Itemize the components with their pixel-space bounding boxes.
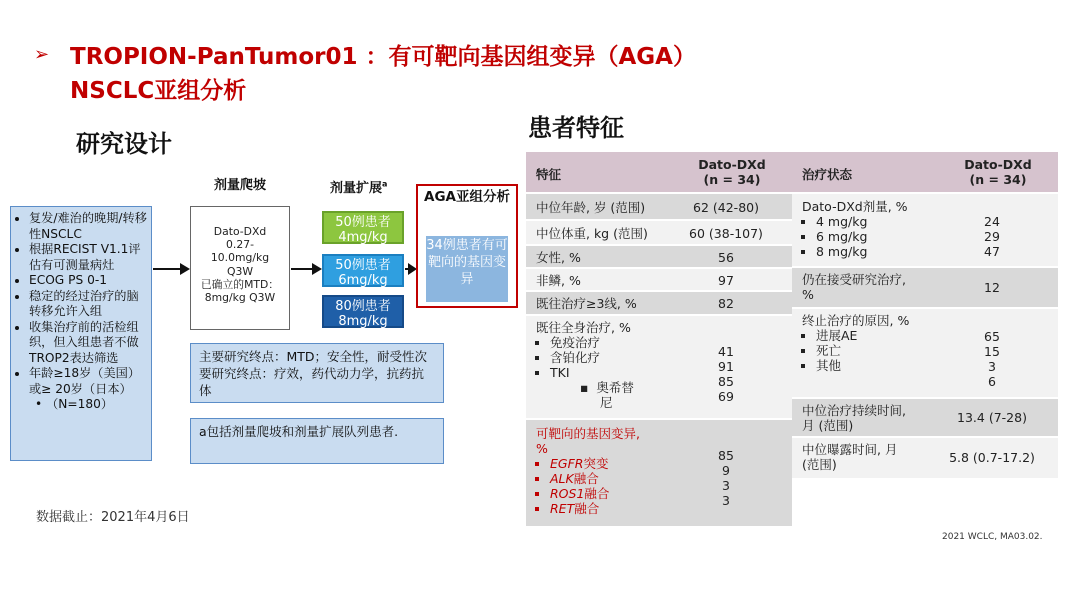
criteria-item: • 稳定的经过治疗的脑转移允许入组 — [29, 289, 147, 320]
flow-arrow-line — [153, 268, 183, 270]
row-value: 15 — [984, 344, 1000, 359]
table-row — [526, 269, 792, 292]
escalation-line: 0.27- — [226, 238, 254, 252]
row-value: 9 — [722, 463, 730, 478]
row-label-line1: 中位曝露时间, 月 — [802, 442, 898, 457]
patient-characteristics-heading: 患者特征 — [528, 114, 624, 142]
subitem-line2: 尼 — [600, 395, 613, 410]
gene-name: RET — [550, 501, 575, 516]
slide-title-line1: TROPION-PanTumor01 ：有可靶向基因组变异（AGA） — [70, 44, 696, 70]
gene-name: ALK — [550, 471, 574, 486]
table-row-discontinue — [792, 309, 1058, 399]
row-value: 82 — [718, 296, 734, 311]
row-value: 6 — [988, 374, 996, 389]
footnote-marker: a — [382, 179, 388, 189]
arrow-head-icon — [180, 263, 190, 275]
eligibility-criteria-box — [10, 206, 152, 461]
footnote-box: a包括剂量爬坡和剂量扩展队列患者. — [190, 418, 444, 464]
row-value: 56 — [718, 250, 734, 265]
row-value: 65 — [984, 329, 1000, 344]
dose-item: ▪ 4 mg/kg — [816, 214, 942, 229]
row-label: 终止治疗的原因, % — [802, 313, 910, 328]
alteration-values — [676, 448, 776, 508]
alteration-item — [550, 456, 676, 471]
table-row — [792, 268, 1058, 309]
table-row-alterations — [526, 420, 792, 526]
characteristics-column — [526, 152, 792, 526]
row-label: 女性, % — [536, 250, 581, 265]
row-value: 12 — [984, 280, 1000, 295]
row-value: 60 (38-107) — [689, 226, 763, 241]
slide-title-line2: NSCLC亚组分析 — [70, 78, 247, 104]
row-value: 13.4 (7-28) — [957, 410, 1027, 425]
cohort-count: 50例患者 — [335, 258, 391, 273]
discontinue-item: ▪ 其他 — [816, 358, 942, 373]
treatment-status-column — [792, 152, 1058, 526]
table-row — [526, 292, 792, 316]
row-value: 3 — [722, 478, 730, 493]
endpoints-box: 主要研究终点：MTD；安全性，耐受性次要研究终点：疗效，药代动力学，抗药抗体 — [190, 343, 444, 403]
prior-therapy-values — [676, 344, 776, 404]
alteration-item — [550, 486, 676, 501]
row-label: 既往全身治疗, % — [536, 320, 631, 335]
row-label — [802, 272, 906, 302]
dose-escalation-label: 剂量爬坡 — [214, 178, 267, 193]
row-value: 29 — [984, 229, 1000, 244]
aga-subgroup-title: AGA亚组分析 — [424, 189, 510, 205]
subitem-line1: 奥希替 — [596, 380, 634, 395]
header-treatment-status: 治疗状态 — [802, 167, 853, 182]
alteration-label-line2: % — [536, 441, 548, 456]
prior-therapy-item: ▪ 免疫治疗 — [550, 335, 676, 350]
criteria-sample-size: • （N=180） — [35, 397, 114, 411]
cohort-count: 80例患者 — [335, 299, 391, 314]
row-label-line1: 中位治疗持续时间, — [802, 403, 906, 418]
patient-characteristics-table — [526, 152, 1058, 526]
alteration-label-line1: 可靶向的基因变异, — [536, 426, 640, 441]
cohort-4mg-box — [322, 211, 404, 244]
row-value: 85 — [718, 448, 734, 463]
header-drug — [682, 157, 782, 187]
discontinue-item: ▪ 进展AE — [816, 328, 942, 343]
criteria-item: • 根据RECIST V1.1评估有可测量病灶 — [29, 242, 147, 273]
header-drug — [948, 157, 1048, 187]
row-label — [802, 403, 906, 433]
title-bullet-icon: ➢ — [34, 44, 50, 65]
header-drug-name: Dato-DXd — [698, 157, 766, 172]
escalation-line: Dato-DXd — [213, 225, 267, 238]
criteria-item: • ECOG PS 0-1 — [29, 273, 147, 289]
row-label — [536, 426, 640, 456]
row-value: 24 — [984, 214, 1000, 229]
gene-name: ROS1 — [550, 486, 585, 501]
table-row — [526, 194, 792, 221]
criteria-item: • 年龄≥18岁（美国）或≥ 20岁（日本） — [29, 366, 147, 397]
row-value: 5.8 (0.7-17.2) — [949, 450, 1035, 465]
table-row-prior-therapy — [526, 316, 792, 420]
row-label: 非鳞, % — [536, 273, 581, 288]
alteration-type: 融合 — [584, 486, 610, 501]
cohort-count: 50例患者 — [335, 215, 391, 230]
alteration-item — [550, 471, 676, 486]
discontinue-item: ▪ 死亡 — [816, 343, 942, 358]
cohort-dose: 4mg/kg — [338, 230, 388, 245]
prior-therapy-list — [526, 335, 676, 410]
data-cutoff-text: 数据截止：2021年4月6日 — [36, 510, 190, 525]
table-row — [526, 246, 792, 269]
alteration-type: 融合 — [573, 471, 599, 486]
cohort-dose: 8mg/kg — [338, 314, 388, 329]
row-label: 中位年龄, 岁 (范围) — [536, 200, 646, 215]
table-header — [792, 152, 1058, 194]
table-row — [792, 438, 1058, 478]
dose-expansion-label — [330, 177, 387, 196]
escalation-line: Q3W — [226, 264, 254, 278]
alteration-item — [550, 501, 676, 516]
row-value: 85 — [718, 374, 734, 389]
dose-list — [792, 214, 942, 259]
row-label — [802, 442, 897, 472]
alteration-type: 突变 — [583, 456, 609, 471]
dose-item: ▪ 6 mg/kg — [816, 229, 942, 244]
cohort-6mg-box — [322, 254, 404, 287]
table-row-dose — [792, 194, 1058, 268]
row-value: 62 (42-80) — [693, 200, 759, 215]
dose-escalation-box — [190, 206, 290, 330]
cohort-dose: 6mg/kg — [338, 273, 388, 288]
header-n: (n = 34) — [703, 172, 761, 187]
prior-therapy-subitem: ▪ 奥希替 — [580, 380, 634, 395]
study-design-heading: 研究设计 — [76, 130, 172, 158]
row-label-line2: 月 (范围) — [802, 418, 854, 433]
row-label: Dato-DXd剂量, % — [802, 199, 908, 214]
prior-therapy-item: ▪ TKI — [550, 365, 676, 380]
prior-therapy-item: ▪ 含铂化疗 — [550, 350, 676, 365]
dose-values — [942, 214, 1042, 259]
escalation-line: 8mg/kg Q3W — [204, 291, 276, 305]
table-header — [526, 152, 792, 194]
row-value: 47 — [984, 244, 1000, 259]
discontinue-values — [942, 329, 1042, 389]
row-value: 41 — [718, 344, 734, 359]
citation-text: 2021 WCLC, MA03.02. — [942, 532, 1043, 542]
header-n: (n = 34) — [969, 172, 1027, 187]
criteria-item: • 复发/难治的晚期/转移性NSCLC — [29, 211, 147, 242]
dose-item: ▪ 8 mg/kg — [816, 244, 942, 259]
escalation-line: 10.0mg/kg — [210, 251, 270, 265]
header-drug-name: Dato-DXd — [964, 157, 1032, 172]
alteration-type: 融合 — [574, 501, 600, 516]
header-characteristic: 特征 — [536, 167, 562, 182]
table-row — [526, 221, 792, 246]
alteration-list — [526, 456, 676, 516]
row-label-line2: (范围) — [802, 457, 837, 472]
arrow-head-icon — [312, 263, 322, 275]
row-value: 91 — [718, 359, 734, 374]
row-label-line1: 仍在接受研究治疗, — [802, 272, 906, 287]
aga-subgroup-body: 34例患者有可靶向的基因变异 — [426, 236, 508, 302]
row-label: 中位体重, kg (范围) — [536, 226, 648, 241]
dose-expansion-text: 剂量扩展 — [330, 181, 383, 196]
cohort-8mg-box — [322, 295, 404, 328]
gene-name: EGFR — [550, 456, 584, 471]
table-row — [792, 399, 1058, 438]
row-label: 既往治疗≥3线, % — [536, 296, 637, 311]
aga-subgroup-box — [416, 184, 518, 308]
discontinue-list — [792, 328, 942, 373]
criteria-item: • 收集治疗前的活检组织，但入组患者不做TROP2表达筛选 — [29, 320, 147, 367]
row-value: 3 — [988, 359, 996, 374]
row-label-line2: % — [802, 287, 814, 302]
escalation-line: 已确立的MTD： — [200, 277, 280, 291]
row-value: 3 — [722, 493, 730, 508]
sample-size-text: （N=180） — [46, 397, 114, 411]
row-value: 97 — [718, 273, 734, 288]
row-value: 69 — [718, 389, 734, 404]
